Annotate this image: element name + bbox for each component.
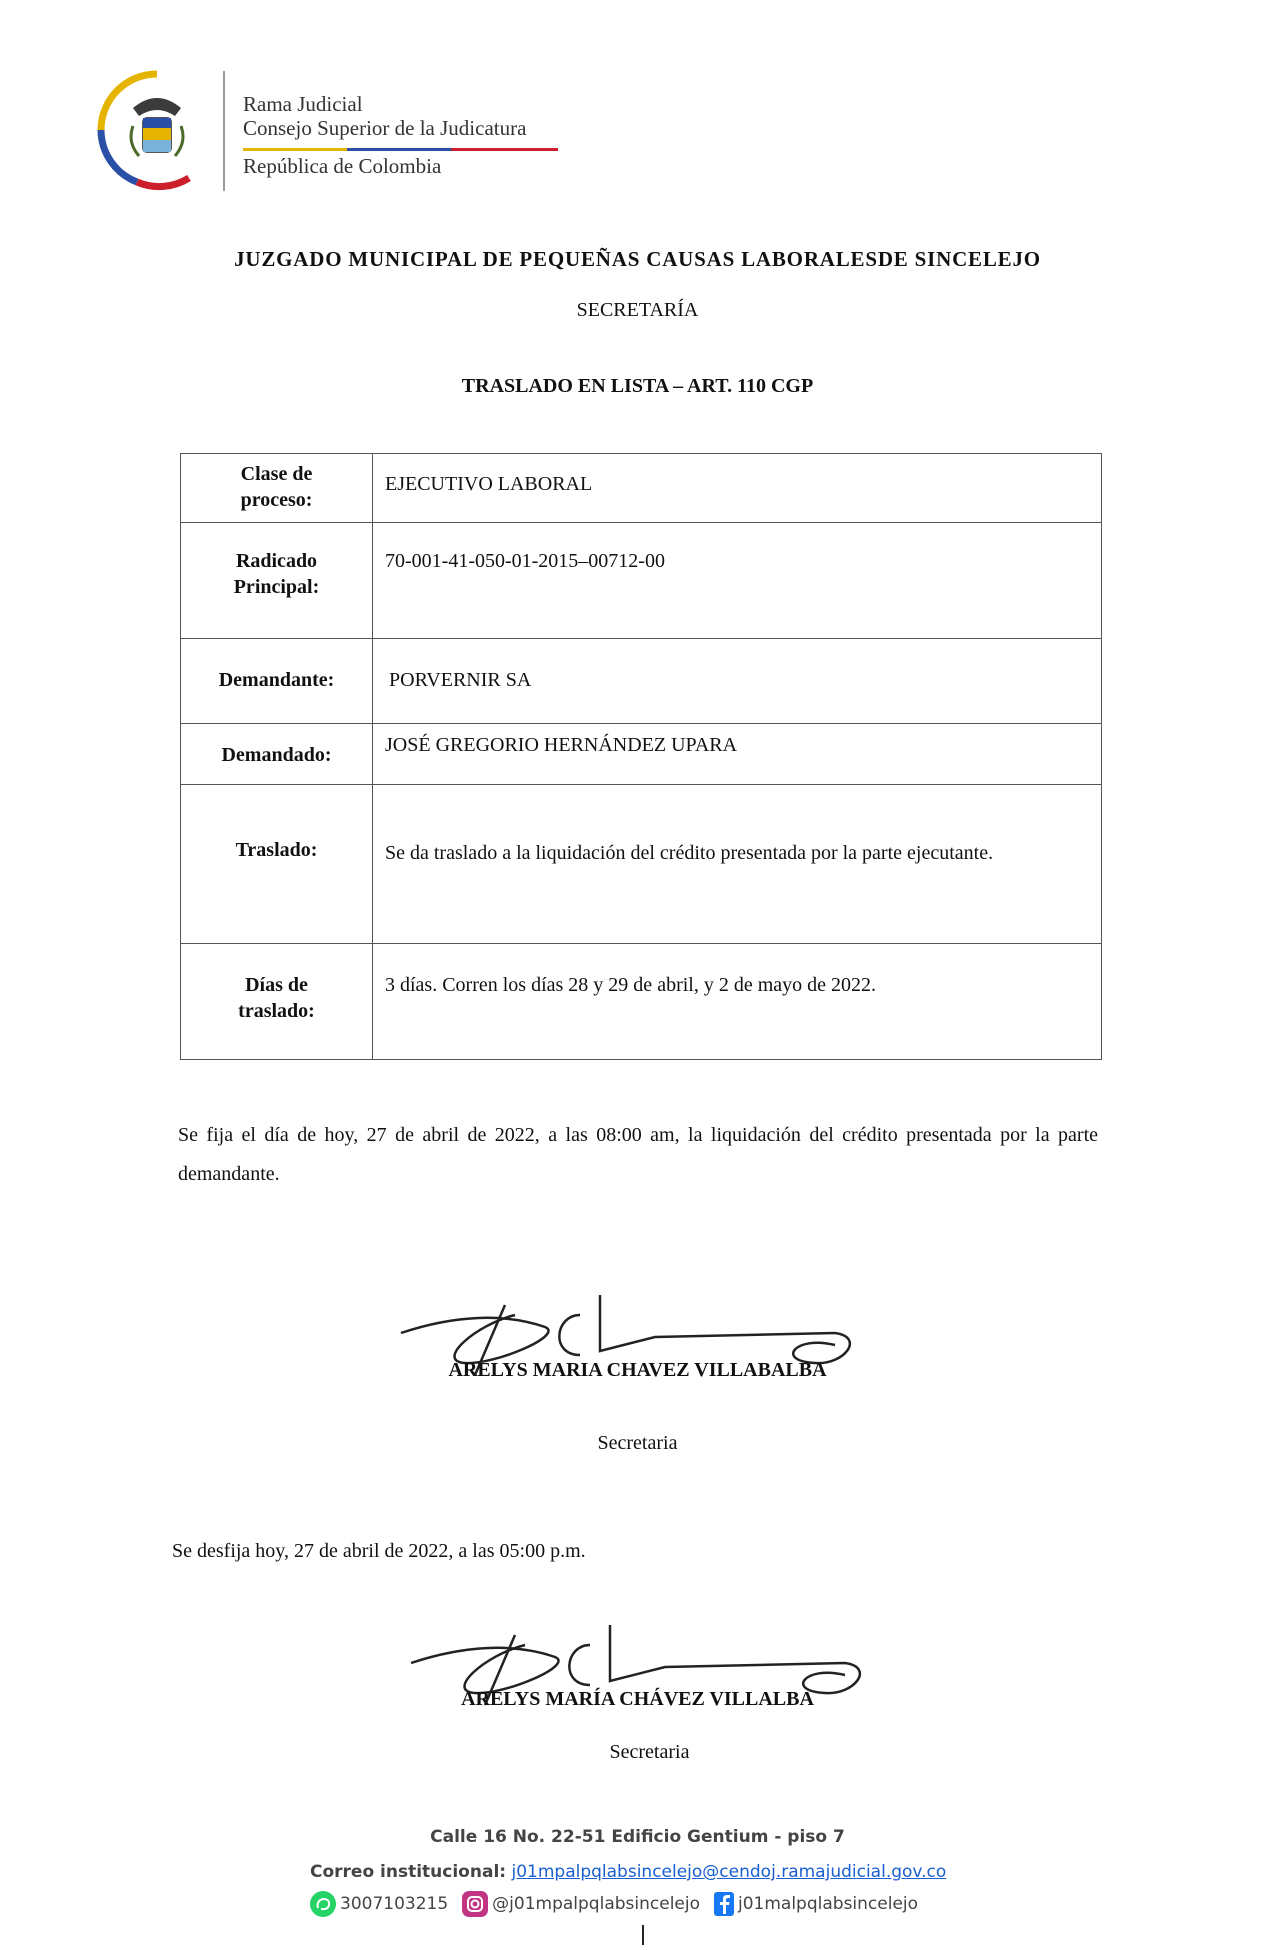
label-line: Traslado:: [235, 839, 318, 861]
whatsapp-contact[interactable]: [310, 1891, 448, 1917]
row-value: EJECUTIVO LABORAL: [373, 454, 1102, 523]
row-value: PORVERNIR SA: [373, 639, 1102, 724]
row-label: [181, 454, 373, 523]
email-label: Correo institucional:: [310, 1862, 507, 1882]
fixing-paragraph: Se fija el día de hoy, 27 de abril de 2022, a las 08:00 am, la liquidación del crédito presentada por la parte demandante.: [178, 1124, 1098, 1185]
logo-divider: [223, 71, 225, 191]
label-line: proceso:: [240, 489, 313, 511]
court-heading: JUZGADO MUNICIPAL DE PEQUEÑAS CAUSAS LABORALESDE SINCELEJO: [234, 247, 1041, 271]
facebook-icon: [714, 1892, 734, 1916]
row-label: [181, 523, 373, 639]
row-value: JOSÉ GREGORIO HERNÁNDEZ UPARA: [373, 724, 1102, 785]
label-line: Clase de: [240, 463, 313, 485]
label-line: Principal:: [233, 576, 320, 598]
logo-line-rama: Rama Judicial: [243, 92, 363, 116]
instagram-handle: @j01mpalpqlabsincelejo: [492, 1894, 700, 1914]
label-line: Días de: [245, 974, 308, 996]
logo-line-consejo: Consejo Superior de la Judicatura: [243, 116, 527, 140]
footer-social-line: [310, 1891, 932, 1917]
office-heading: SECRETARÍA: [576, 299, 699, 321]
judiciary-logo: [93, 66, 573, 196]
label-line: Demandante:: [218, 669, 335, 691]
whatsapp-icon: [310, 1891, 336, 1917]
table-row: [181, 454, 1102, 523]
table-row: [181, 523, 1102, 639]
instagram-contact[interactable]: [462, 1891, 700, 1917]
text-cursor: [642, 1925, 644, 1945]
table-row: [181, 724, 1102, 785]
label-line: Demandado:: [221, 744, 332, 766]
signatory-1-name: ARELYS MARIA CHAVEZ VILLABALBA: [448, 1359, 827, 1381]
row-label: [181, 785, 373, 944]
logo-color-rule: [243, 148, 558, 151]
unfixing-paragraph: Se desfija hoy, 27 de abril de 2022, a las 05:00 p.m.: [172, 1540, 586, 1562]
email-link[interactable]: j01mpalpqlabsincelejo@cendoj.ramajudicial.gov.co: [511, 1862, 947, 1882]
row-value: Se da traslado a la liquidación del crédito presentada por la parte ejecutante.: [373, 785, 1102, 944]
footer-address: Calle 16 No. 22-51 Edificio Gentium - piso 7: [430, 1827, 845, 1847]
table-row: [181, 944, 1102, 1060]
facebook-contact[interactable]: [714, 1892, 918, 1916]
instagram-icon: [462, 1891, 488, 1917]
table-row: [181, 639, 1102, 724]
signatory-1-role: Secretaria: [597, 1432, 678, 1454]
row-label: [181, 724, 373, 785]
label-line: traslado:: [238, 1000, 315, 1022]
signatory-2-name: ARELYS MARÍA CHÁVEZ VILLALBA: [461, 1688, 814, 1710]
row-label: [181, 639, 373, 724]
table-row: [181, 785, 1102, 944]
colombia-coat-of-arms-icon: [93, 66, 221, 194]
document-title: TRASLADO EN LISTA – ART. 110 CGP: [461, 375, 814, 397]
phone-number: 3007103215: [340, 1894, 449, 1914]
logo-line-republica: República de Colombia: [243, 154, 442, 178]
row-value: 70-001-41-050-01-2015–00712-00: [373, 523, 1102, 639]
footer-email-line: [310, 1862, 946, 1882]
case-info-table: [180, 453, 1102, 1060]
row-value: 3 días. Corren los días 28 y 29 de abril, y 2 de mayo de 2022.: [373, 944, 1102, 1060]
signatory-2-role: Secretaria: [609, 1741, 690, 1763]
label-line: Radicado: [235, 550, 318, 572]
row-label: [181, 944, 373, 1060]
facebook-handle: j01malpqlabsincelejo: [738, 1894, 919, 1914]
